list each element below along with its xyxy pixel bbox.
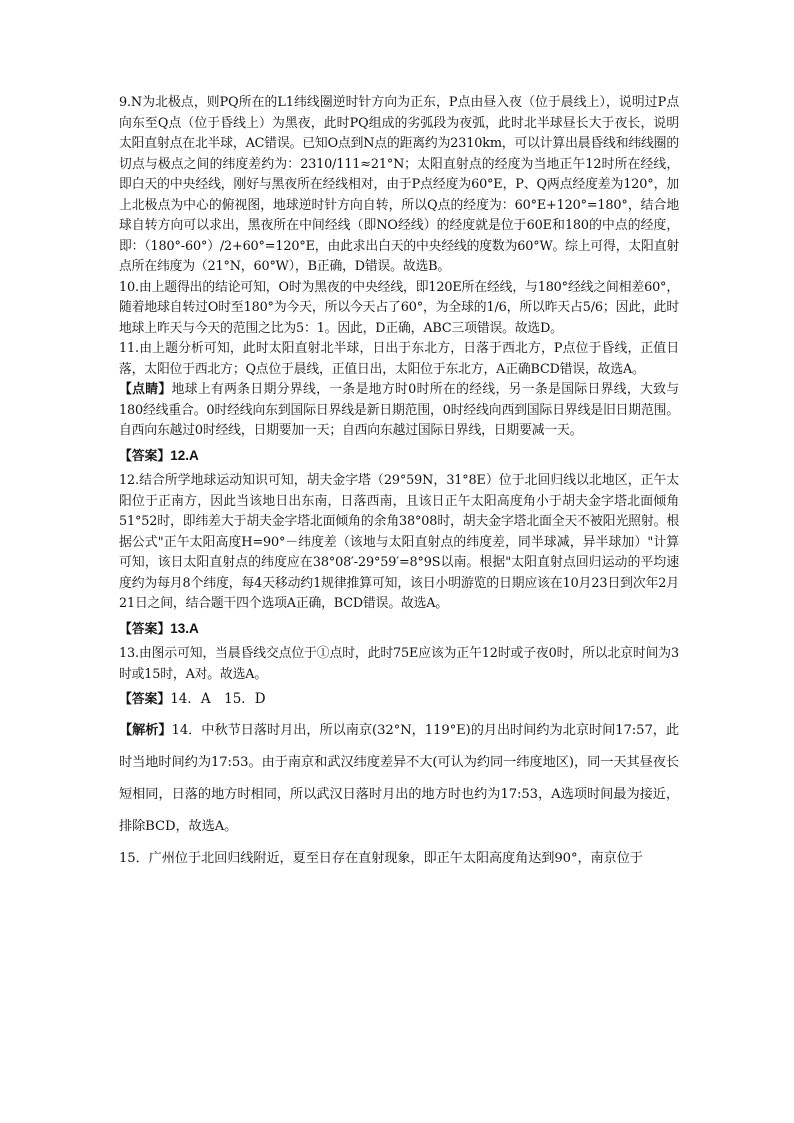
- answer-label: 【答案】: [119, 621, 171, 637]
- answer-value: 13.A: [170, 620, 199, 636]
- answer-q14-15: [119, 689, 679, 711]
- explanation-q14: [119, 715, 679, 843]
- explanation-q11: 11.由上题分析可知，此时太阳直射北半球，日出于东北方，日落于西北方，P点位于昏线，正值日落，太阳位于西北方；Q点位于晨线，正值日出，太阳位于东北方，A正确BCD错误，故选A。: [119, 341, 679, 377]
- tip-text: 地球上有两条日期分界线，一条是地方时0时所在的经线，另一条是国际日界线，大致与180经线重合。0时经线向东到国际日界线是新日期范围，0时经线向西到国际日界线是旧日期范围。自西向东越过0时经线，日期要加一天；自西向东越过国际日界线，日期要减一天。: [119, 382, 679, 438]
- analysis-text-q14: 14．中秋节日落时月出，所以南京(32°N，119°E)的月出时间约为北京时间17:57，此时当地时间约为17:53。由于南京和武汉纬度差异不大(可认为约同一纬度地区)，同一天其昼夜长短相同，日落的地方时相同，所以武汉日落时月出的地方时也约为17:53，A选项时间最为接近，排除BCD，故选A。: [119, 722, 679, 834]
- answer-q12: [119, 446, 679, 468]
- explanation-q12: 12.结合所学地球运动知识可知，胡夫金字塔（29°59N，31°8E）位于北回归线以北地区，正午太阳位于正南方，因此当该地日出东南，日落西南，且该日正午太阳高度角小于胡夫金字塔北面倾角51°52时，即纬差大于胡夫金字塔北面倾角的余角38°08时，胡夫金字塔北面全天不被阳光照射。根据公式"正午太阳高度H=90°－纬度差（该地与太阳直射点的纬度差，同半球减，异半球加）"计算可知，该日太阳直射点的纬度应在38°08′-29°59′=8°9S以南。根据"太阳直射点回归运动的平均速度约为每月8个纬度，每4天移动约1规律推算可知，该日小明游览的日期应该在10月23日到次年2月21日之间，结合题干四个选项A正确，BCD错误。故选A。: [119, 473, 679, 611]
- answer-label: 【答案】: [119, 448, 171, 464]
- explanation-q10: 10.由上题得出的结论可知，O时为黑夜的中央经线，即120E所在经线，与180°经线之间相差60°，随着地球自转过O时至180°为今天，所以今天占了60°，为全球的1/6，所以昨天占5/6；因此，此时地球上昨天与今天的范围之比为5：1。因此，D正确，ABC三项错误。故选D。: [119, 279, 679, 336]
- tip-block: [119, 380, 679, 442]
- tip-label: 【点睛】: [119, 382, 172, 397]
- explanation-q9: 9.N为北极点，则PQ所在的L1纬线圈逆时针方向为正东，P点由昼入夜（位于晨线上），说明过P点向东至Q点（位于昏线上）为黑夜，此时PQ组成的劣弧段为夜弧，此时北半球昼长大于夜长，说明太阳直射点在北半球，AC错误。已知O点到N点的距离约为2310km，可以计算出晨昏线和纬线圈的切点与极点之间的纬度差约为：2310/111≈21°N；太阳直射点的经度为当地正午12时所在经线，即白天的中央经线，刚好与黑夜所在经线相对，由于P点经度为60°E，P、Q两点经度差为120°，加上北极点为中心的俯视图，地球逆时针方向自转，所以Q点的经度为：60°E+120°=180°，结合地球自转方向可以求出，黑夜所在中间经线（即NO经线）的经度就是位于60E和180的中点的经度，即：（180°-60°）/2+60°=120°E，由此求出白天的中央经线的度数为60°W。综上可得，太阳直射点所在纬度为（21°N，60°W），B正确，D错误。故选B。: [119, 95, 679, 274]
- analysis-label: 【解析】: [119, 722, 172, 738]
- document-page: [119, 93, 679, 875]
- explanation-q13: 13.由图示可知，当晨昏线交点位于①点时，此时75E应该为正午12时或子夜0时，所以北京时间为3时或15时，A对。故选A。: [119, 646, 679, 682]
- answer-q13: [119, 619, 679, 641]
- answer-label: 【答案】: [119, 692, 171, 707]
- answer-value: 12.A: [170, 447, 199, 463]
- answer-value: 14．A 15．D: [170, 691, 266, 707]
- explanation-q15: 15．广州位于北回归线附近，夏至日存在直射现象，即正午太阳高度角达到90°，南京位于: [119, 850, 643, 866]
